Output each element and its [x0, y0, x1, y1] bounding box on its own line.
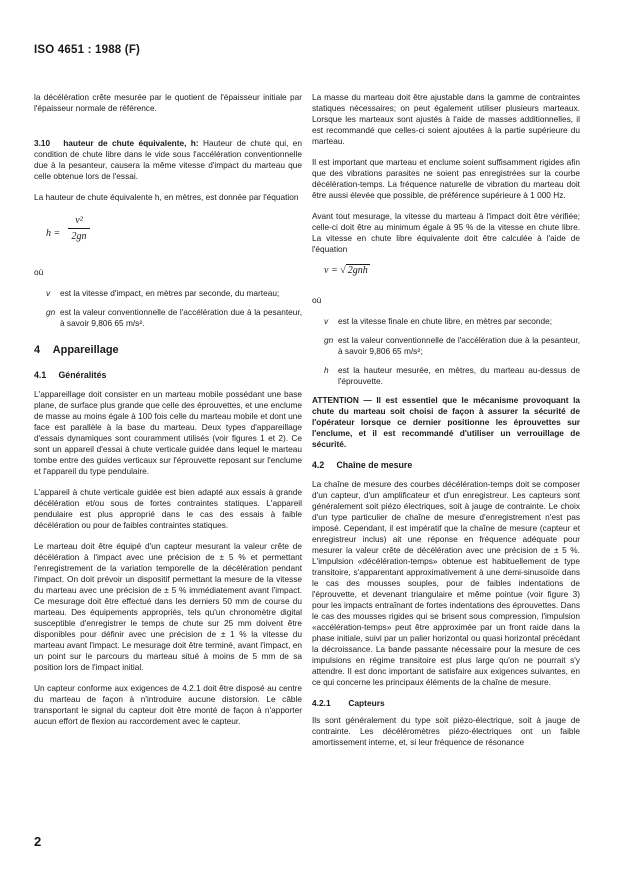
equation-numerator: v² [68, 215, 90, 229]
right-column [312, 92, 580, 758]
equation-radicand: 2gnh [347, 265, 368, 276]
section-number: 4.2 [312, 460, 325, 470]
section-number: 4.1 [34, 370, 47, 380]
standard-header: ISO 4651 : 1988 (F) [34, 44, 141, 56]
definition-symbol: v [46, 288, 51, 298]
section-3-10-number: 3.10 [34, 138, 51, 148]
paragraph-4-1-3: Le marteau doit être équipé d'un capteur mesurant la valeur crête de décélération à l'impact avec une précision de ± 5 % et permettant l'enregistrement de la variation temporelle de la décélération pendant l'impact. On doit prévoir un dispositif permettant la mesure de la vitesse du marteau avec une précision de ± 5 % immédiatement avant l'impact. Ce mesurage doit être effectué dans les derniers 50 mm de course du marteau. Des équipements appropriés, tels qu'un chronomètre digital susceptible d'enregistrer le temps de chute sur 25 mm doivent être disponibles pour définir avec une précision de ± 1 % la vitesse du marteau avant l'impact. Le mesurage doit être terminé, avant l'impact, en un point sur le parcours du marteau situé à moins de 5 mm de sa position lors de l'impact initial. [34, 541, 302, 672]
section-4-1-heading [34, 370, 302, 381]
section-4-2-heading [312, 460, 580, 471]
chapter-title: Appareillage [52, 344, 119, 356]
equation-fraction [68, 215, 90, 242]
section-title: Capteurs [348, 698, 385, 708]
section-3-10-paragraph-2: La hauteur de chute équivalente h, en mètres, est donnée par l'équation [34, 192, 299, 202]
paragraph-4-1-4: Un capteur conforme aux exigences de 4.2.1 doit être disposé au centre du marteau de façon à n'introduire aucune distorsion. Le câble transportant le signal du capteur doit être monté de façon à n'apporter aucun effort de flexion au raccordement avec le capteur. [34, 683, 302, 726]
section-title: Chaîne de mesure [336, 460, 413, 470]
where-label: où [312, 295, 322, 305]
definition-text: est la hauteur mesurée, en mètres, du marteau au-dessus de l'éprouvette. [338, 365, 580, 386]
paragraph-4-2: La chaîne de mesure des courbes décélération-temps doit se composer d'un capteur, d'un amplificateur et d'un enregistreur. Les capteurs sont généralement soit piézo électriques, soit à jauge de contrainte. Le choix d'un type particulier de chaîne de mesure d'enregistrement n'est pas imposé. Cependant, il est impératif que la chaîne de mesure (capteur et enregistreur inclus) ait une réponse en fréquence adéquate pour mesurer la valeur crête de décélération avec une précision de ± 5 %. L'impulsion «décélération-temps» obtenue est habituellement de type transitoire, s'apparentant approximativement à une demi-sinusoïde dans le cas des mousses souples, pour de faibles indentations de l'éprouvette, et devenant triangulaire et même pointue (voir figure 3) pour les impacts entraînant de fortes indentations des éprouvettes. Dans le cas des mousses rigides qui se brisent sous compression, l'impulsion «accélération-temps» peut être approximée par un front raide dans la phase initiale, suivi par un palier horizontal ou quasi horizontal précédant la décroissance. La bande passante nécessaire pour la mesure de ces impulsions en régime transitoire est plus large qu'on ne pourrait s'y attendre. Il est donc important de satisfaire aux exigences suivantes, en ce qui concerne les principaux éléments de la chaîne de mesure. [312, 479, 580, 687]
intro-paragraph: la décélération crête mesurée par le quotient de l'épaisseur initiale par l'épaisseur normale de référence. [34, 92, 302, 113]
paragraph-velocity-check: Avant tout mesurage, la vitesse du marteau à l'impact doit être vérifiée; celle-ci doit être au minimum égale à 95 % de la vitesse en chute libre. La vitesse en chute libre équivalente doit être calculée à l'aide de l'équation [312, 211, 580, 254]
chapter-number: 4 [34, 344, 41, 356]
equation-lhs: h = [46, 228, 61, 239]
page-number: 2 [34, 834, 42, 849]
where-label: où [34, 267, 44, 277]
definition-item [312, 365, 580, 387]
definition-item [312, 335, 580, 357]
definition-symbol: gn [46, 307, 56, 317]
safety-warning: ATTENTION — Il est essentiel que le mécanisme provoquant la chute du marteau soit choisi de façon à assurer la sécurité de l'opérateur lorsque ce dernier positionne les éprouvettes sur l'enclume, et il est recommandé d'utiliser un verrouillage de sécurité. [312, 395, 580, 449]
definition-item [34, 307, 302, 329]
equation-denominator: 2gn [71, 231, 87, 242]
paragraph-4-1-1: L'appareillage doit consister en un marteau mobile possédant une base plane, de surface plus grande que celle des éprouvettes, et une enclume de masse au moins égale à 100 fois celle du marteau mobile et dont une face est parallèle à la base du marteau. Deux types d'appareillage d'essais dynamiques sont couramment utilisés (voir figures 1 et 2). Ce sont un appareil d'essai à chute verticale guidée dans lequel le marteau tombe entre des guides verticaux sur l'éprouvette reposant sur l'enclume et l'appareil du type pendulaire. [34, 389, 302, 476]
section-4-2-1-heading [312, 698, 580, 709]
definition-text: est la vitesse finale en chute libre, en mètres par seconde; [338, 316, 552, 326]
chapter-4-heading [34, 345, 302, 356]
definition-text: est la valeur conventionnelle de l'accélération due à la pesanteur, à savoir 9,806 65 m/s². [60, 307, 302, 328]
section-3-10 [34, 138, 302, 182]
paragraph-4-2-1: Ils sont généralement du type soit piézo-électrique, soit à jauge de contrainte. Les décéléromètres piézo-électriques ont un faible amortissement interne, et, si leur fréquence de résonance [312, 715, 580, 747]
definition-symbol: v [324, 316, 329, 326]
section-3-10-text: Hauteur de chute qui, en condition de chute libre dans le vide sous l'accélération conventionnelle due à la pesanteur, causera la même vitesse d'impact du marteau que celle obtenue lors de l'essai. [34, 138, 302, 181]
definition-text: est la valeur conventionnelle de l'accélération due à la pesanteur, à savoir 9,806 65 m/s²; [338, 335, 580, 356]
definition-symbol: gn [324, 335, 334, 345]
definition-item [312, 316, 580, 327]
equation-lhs: v = [324, 265, 338, 276]
section-3-10-title: hauteur de chute équivalente, h: [63, 138, 199, 148]
paragraph-hammer-mass: La masse du marteau doit être ajustable dans la gamme de contraintes statiques nécessaires; on peut également utiliser plusieurs marteaux. Lorsque les marteaux sont ajustés à l'aide de masses additionnelles, il est recommandé que celles-ci soient ajoutées à la partie supérieure du marteau. [312, 92, 580, 146]
definition-symbol: h [324, 365, 329, 375]
paragraph-rigidity: Il est important que marteau et enclume soient suffisamment rigides afin que des vibrations parasites ne soient pas enregistrées sur la courbe décélération-temps. La fréquence naturelle de vibration du marteau doit être aussi élevée que possible, de préférence supérieure à 1 000 Hz. [312, 157, 580, 200]
paragraph-4-1-2: L'appareil à chute verticale guidée est bien adapté aux essais à grande décélération et/ou sous de fortes contraintes statiques. L'appareil pendulaire est plus approprié dans le cas des essais à faible décélération ou pour de faibles contraintes statiques. [34, 487, 302, 530]
equation-velocity: v = √ 2gnh [324, 265, 368, 276]
equation-drop-height [34, 213, 302, 257]
left-column [34, 92, 302, 737]
section-number: 4.2.1 [312, 698, 331, 708]
definition-item [34, 288, 302, 299]
definition-text: est la vitesse d'impact, en mètres par seconde, du marteau; [60, 288, 280, 298]
section-title: Généralités [58, 370, 107, 380]
